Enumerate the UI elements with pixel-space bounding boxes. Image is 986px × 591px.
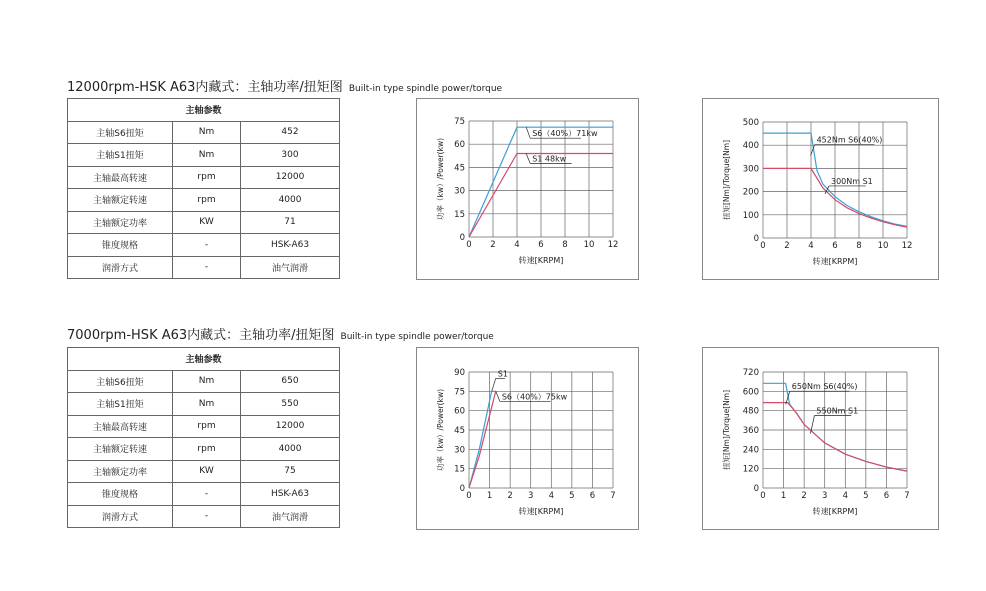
row-label: 润滑方式: [68, 505, 173, 528]
y-tick-label: 45: [454, 426, 465, 436]
torque-chart-2: [702, 347, 939, 530]
y-tick-label: 75: [454, 117, 465, 127]
row-value: HSK-A63: [241, 483, 340, 506]
row-label: 主轴额定功率: [68, 211, 173, 234]
table-row: [68, 393, 340, 416]
section-2-title-en: Built-in type spindle power/torque: [340, 332, 494, 342]
spec-table-2: [67, 347, 340, 528]
x-tick-label: 4: [548, 491, 554, 501]
spec-table-header: 主轴参数: [68, 99, 340, 122]
torque-chart-1-svg: [703, 99, 938, 279]
row-value: 12000: [241, 415, 340, 438]
series-label: 550Nm S1: [816, 406, 859, 416]
power-chart-1-svg: [417, 99, 638, 279]
y-tick-label: 400: [742, 141, 759, 152]
y-tick-label: 0: [753, 234, 759, 244]
x-tick-label: 7: [610, 491, 616, 501]
x-tick-label: 3: [528, 491, 534, 501]
x-axis-label: 转速[KRPM]: [518, 256, 564, 265]
y-tick-label: 120: [742, 464, 759, 475]
x-tick-label: 8: [856, 241, 862, 251]
x-tick-label: 12: [607, 240, 619, 250]
spec-table-1: [67, 98, 340, 279]
section-1-title: [67, 76, 502, 95]
series-line-s6: [763, 383, 907, 471]
y-axis-label: 扭矩[Nm]/Torque[Nm]: [722, 389, 731, 471]
y-tick-label: 480: [742, 406, 759, 417]
table-row: [68, 189, 340, 212]
x-tick-label: 4: [842, 491, 848, 501]
x-tick-label: 2: [784, 241, 790, 251]
x-tick-label: 0: [466, 491, 472, 501]
series-label: S1: [497, 369, 508, 379]
series-label: 300Nm S1: [831, 176, 873, 186]
row-label: 主轴额定转速: [68, 438, 173, 461]
y-tick-label: 720: [742, 368, 759, 378]
row-unit: Nm: [173, 393, 241, 416]
x-tick-label: 6: [832, 241, 838, 251]
row-value: 650: [241, 370, 340, 393]
row-label: 锥度规格: [68, 483, 173, 506]
row-unit: rpm: [173, 189, 241, 212]
series-label-leader: [496, 391, 500, 401]
series-label: S1 48kw: [532, 154, 567, 164]
y-tick-label: 600: [742, 387, 759, 398]
table-row: [68, 415, 340, 438]
y-tick-label: 0: [459, 233, 465, 243]
y-axis-label: 功率（kw）/Power(kw): [436, 388, 445, 472]
torque-chart-1: [702, 98, 939, 280]
row-label: 锥度规格: [68, 234, 173, 257]
x-tick-label: 2: [801, 491, 807, 501]
row-label: 主轴额定功率: [68, 460, 173, 483]
row-label: 主轴额定转速: [68, 189, 173, 212]
series-label-leader: [526, 127, 530, 138]
x-axis-label: 转速[KRPM]: [812, 257, 858, 266]
row-label: 主轴S1扭矩: [68, 393, 173, 416]
x-tick-label: 1: [780, 491, 787, 501]
y-tick-label: 60: [454, 140, 465, 151]
power-chart-2-svg: [417, 348, 638, 529]
y-tick-label: 360: [742, 426, 759, 436]
series-label: S6（40%）71kw: [532, 129, 598, 139]
y-axis-label: 扭矩[Nm]/Torque[Nm]: [722, 139, 731, 221]
torque-chart-2-svg: [703, 348, 938, 529]
x-tick-label: 10: [877, 241, 889, 251]
series-label: S6（40%）75kw: [501, 392, 568, 402]
row-label: 主轴S6扭矩: [68, 121, 173, 144]
y-tick-label: 500: [742, 118, 759, 128]
row-unit: Nm: [173, 144, 241, 167]
row-unit: -: [173, 234, 241, 257]
y-tick-label: 200: [742, 187, 759, 198]
row-unit: KW: [173, 460, 241, 483]
series-label: 452Nm S6(40%): [816, 135, 883, 145]
table-row: [68, 460, 340, 483]
power-chart-2: [416, 347, 639, 530]
x-tick-label: 6: [538, 240, 544, 250]
series-label-leader: [526, 153, 530, 163]
row-value: 75: [241, 460, 340, 483]
row-value: 550: [241, 393, 340, 416]
table-row: [68, 256, 340, 279]
row-unit: Nm: [173, 370, 241, 393]
y-tick-label: 30: [454, 445, 465, 456]
x-tick-label: 5: [863, 491, 869, 501]
row-unit: -: [173, 256, 241, 279]
row-label: 主轴S6扭矩: [68, 370, 173, 393]
x-tick-label: 12: [901, 241, 913, 251]
row-unit: KW: [173, 211, 241, 234]
x-tick-label: 5: [569, 491, 575, 501]
section-1-title-en: Built-in type spindle power/torque: [348, 84, 503, 94]
series-label-leader: [810, 416, 814, 434]
x-tick-label: 0: [760, 241, 766, 251]
row-unit: rpm: [173, 438, 241, 461]
row-unit: -: [173, 505, 241, 528]
section-2-title-zh: 7000rpm-HSK A63内藏式：主轴功率/扭矩图: [67, 328, 335, 343]
x-tick-label: 4: [514, 240, 520, 250]
x-tick-label: 10: [583, 240, 595, 250]
x-tick-label: 4: [808, 241, 814, 251]
x-tick-label: 1: [486, 491, 493, 501]
row-value: 油气润滑: [241, 256, 340, 279]
y-tick-label: 75: [454, 387, 465, 398]
x-tick-label: 3: [822, 491, 828, 501]
spec-table-header: 主轴参数: [68, 348, 340, 371]
section-1-title-zh: 12000rpm-HSK A63内藏式：主轴功率/扭矩图: [67, 80, 343, 95]
table-row: [68, 438, 340, 461]
row-unit: -: [173, 483, 241, 506]
table-row: [68, 483, 340, 506]
x-tick-label: 2: [490, 240, 496, 250]
y-tick-label: 30: [454, 186, 465, 197]
row-value: 12000: [241, 166, 340, 189]
y-tick-label: 45: [454, 163, 465, 174]
y-tick-label: 0: [753, 484, 759, 494]
row-value: 71: [241, 211, 340, 234]
table-row: [68, 234, 340, 257]
row-unit: rpm: [173, 166, 241, 189]
table-row: [68, 144, 340, 167]
y-axis-label: 功率（kw）/Power(kw): [436, 137, 445, 221]
power-chart-1: [416, 98, 639, 280]
x-tick-label: 7: [904, 491, 910, 501]
y-tick-label: 90: [454, 368, 465, 378]
row-value: 4000: [241, 438, 340, 461]
section-2-title: [67, 324, 494, 343]
row-value: HSK-A63: [241, 234, 340, 257]
y-tick-label: 0: [459, 484, 465, 494]
row-label: 主轴最高转速: [68, 415, 173, 438]
row-value: 4000: [241, 189, 340, 212]
x-tick-label: 6: [589, 491, 596, 501]
x-tick-label: 8: [562, 240, 568, 250]
table-row: [68, 121, 340, 144]
y-tick-label: 15: [454, 209, 465, 220]
table-row: [68, 370, 340, 393]
x-tick-label: 0: [466, 240, 472, 250]
y-tick-label: 100: [742, 210, 759, 221]
row-value: 300: [241, 144, 340, 167]
x-tick-label: 0: [760, 491, 766, 501]
row-value: 452: [241, 121, 340, 144]
y-tick-label: 60: [454, 406, 465, 417]
y-tick-label: 300: [742, 164, 759, 175]
row-label: 主轴最高转速: [68, 166, 173, 189]
table-row: [68, 505, 340, 528]
row-value: 油气润滑: [241, 505, 340, 528]
table-row: [68, 166, 340, 189]
row-label: 润滑方式: [68, 256, 173, 279]
series-label: 650Nm S6(40%): [791, 382, 858, 392]
row-label: 主轴S1扭矩: [68, 144, 173, 167]
series-label-leader: [492, 378, 496, 391]
y-tick-label: 15: [454, 464, 465, 475]
x-tick-label: 2: [507, 491, 513, 501]
row-unit: rpm: [173, 415, 241, 438]
row-unit: Nm: [173, 121, 241, 144]
y-tick-label: 240: [742, 445, 759, 456]
x-axis-label: 转速[KRPM]: [518, 507, 564, 516]
table-row: [68, 211, 340, 234]
x-tick-label: 6: [883, 491, 890, 501]
x-axis-label: 转速[KRPM]: [812, 507, 858, 516]
